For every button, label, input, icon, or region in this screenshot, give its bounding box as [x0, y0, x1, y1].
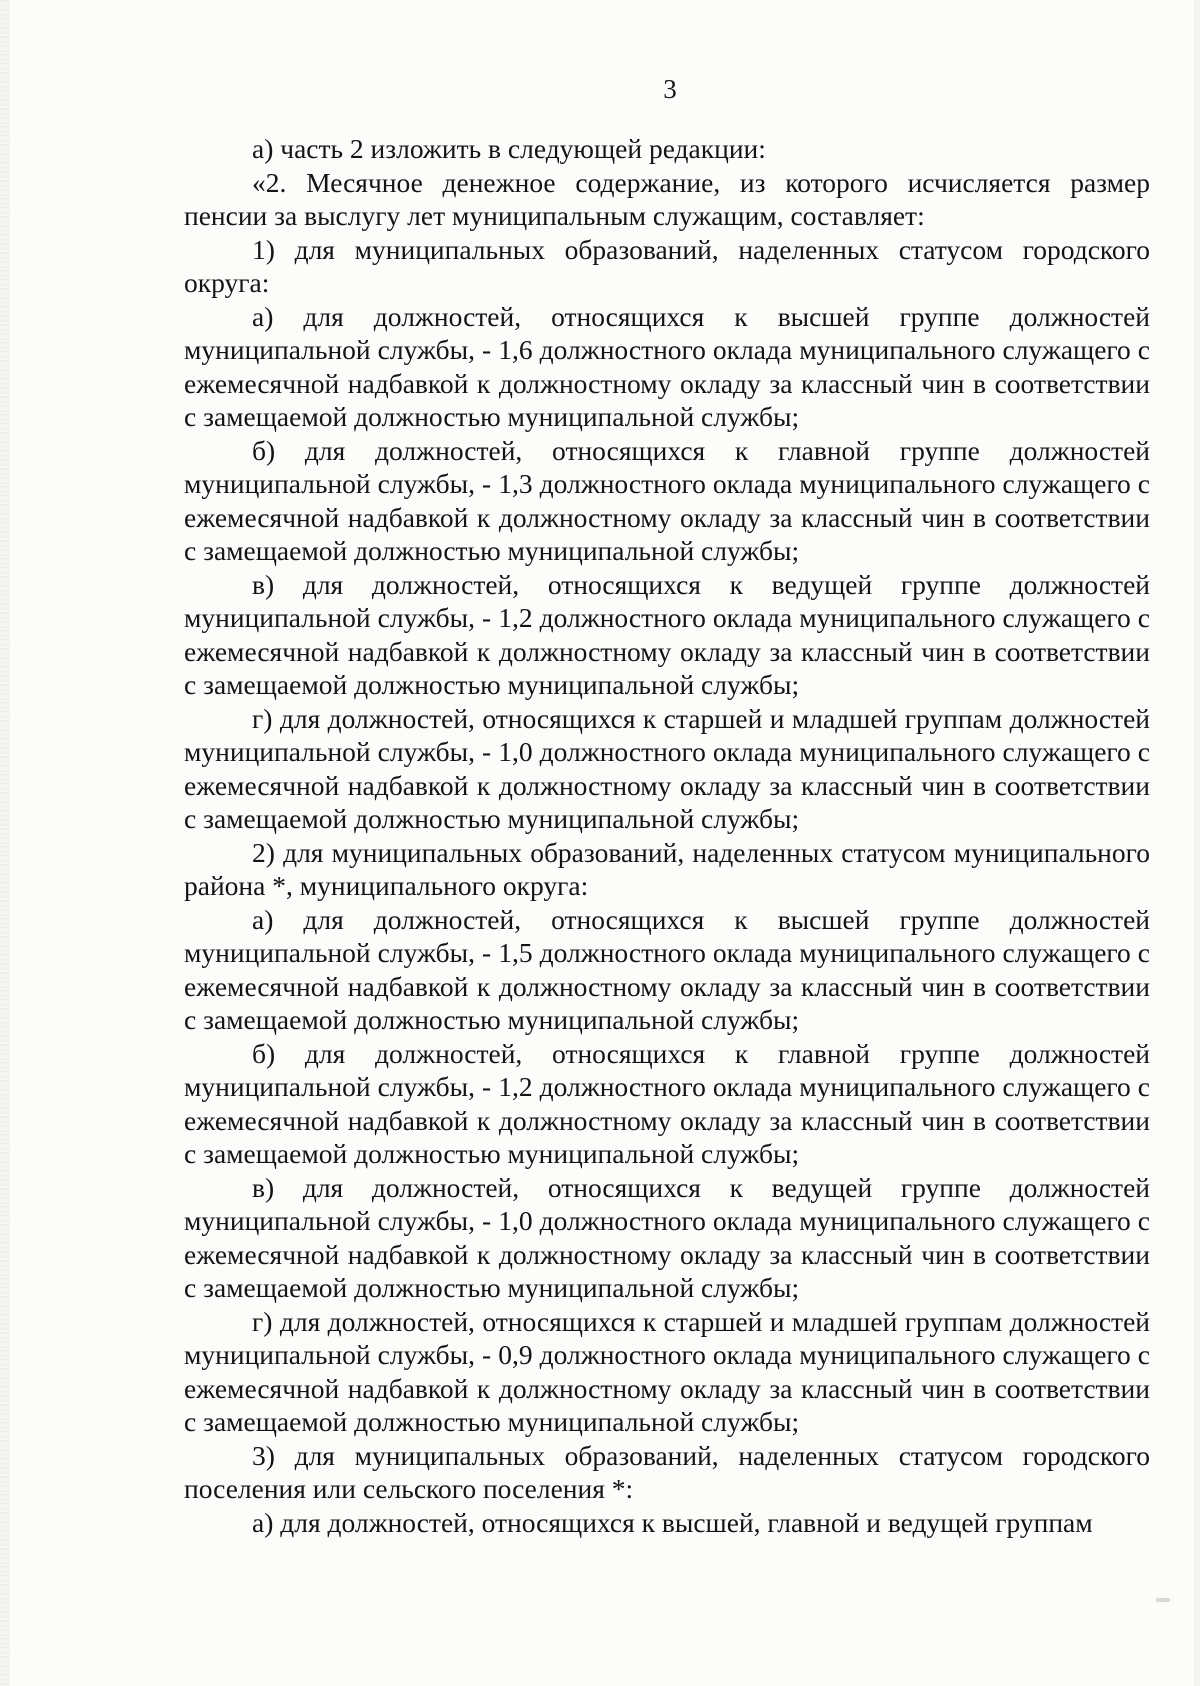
scan-edge-artifact — [0, 0, 10, 1686]
document-body — [184, 132, 1150, 1539]
paragraph-item-2a: а) для должностей, относящихся к высшей группе должностей муниципальной службы, - 1,5 должностного оклада муниципального служащего с ежемесячной надбавкой к должностному окладу за классный чин в соответствии с замещаемой должностью муниципальной службы; — [184, 903, 1150, 1035]
paragraph-item-3: 3) для муниципальных образований, наделенных статусом городского поселения или сельского поселения *: — [184, 1439, 1150, 1504]
paragraph-item-1: 1) для муниципальных образований, наделенных статусом городского округа: — [184, 233, 1150, 298]
scan-edge-artifact-right — [1194, 0, 1200, 1686]
paragraph-item-3a: а) для должностей, относящихся к высшей, главной и ведущей группам — [252, 1506, 1093, 1538]
paragraph-item-1g: г) для должностей, относящихся к старшей и младшей группам должностей муниципальной службы, - 1,0 должностного оклада муниципального служащего с ежемесячной надбавкой к должностному окладу за классный чин в соответствии с замещаемой должностью муниципальной службы; — [184, 702, 1150, 834]
paragraph-item-1b: б) для должностей, относящихся к главной группе должностей муниципальной службы, - 1,3 должностного оклада муниципального служащего с ежемесячной надбавкой к должностному окладу за классный чин в соответствии с замещаемой должностью муниципальной службы; — [184, 434, 1150, 566]
page-number: 3 — [663, 74, 677, 104]
paragraph-item-2v: в) для должностей, относящихся к ведущей группе должностей муниципальной службы, - 1,0 должностного оклада муниципального служащего с ежемесячной надбавкой к должностному окладу за классный чин в соответствии с замещаемой должностью муниципальной службы; — [184, 1171, 1150, 1303]
paragraph-item-1a: а) для должностей, относящихся к высшей группе должностей муниципальной службы, - 1,6 должностного оклада муниципального служащего с ежемесячной надбавкой к должностному окладу за классный чин в соответствии с замещаемой должностью муниципальной службы; — [184, 300, 1150, 432]
paragraph-item-2g: г) для должностей, относящихся к старшей и младшей группам должностей муниципальной службы, - 0,9 должностного оклада муниципального служащего с ежемесячной надбавкой к должностному окладу за классный чин в соответствии с замещаемой должностью муниципальной службы; — [184, 1305, 1150, 1437]
paragraph-item-2: 2) для муниципальных образований, наделенных статусом муниципального района *, муниципального округа: — [184, 836, 1150, 901]
paragraph-intro: а) часть 2 изложить в следующей редакции: — [252, 133, 766, 164]
paragraph-part-2-heading: «2. Месячное денежное содержание, из которого исчисляется размер пенсии за выслугу лет муниципальным служащим, составляет: — [184, 166, 1150, 231]
paragraph-item-1v: в) для должностей, относящихся к ведущей группе должностей муниципальной службы, - 1,2 должностного оклада муниципального служащего с ежемесячной надбавкой к должностному окладу за классный чин в соответствии с замещаемой должностью муниципальной службы; — [184, 568, 1150, 700]
scan-speck — [1156, 1598, 1170, 1602]
paragraph-item-2b: б) для должностей, относящихся к главной группе должностей муниципальной службы, - 1,2 должностного оклада муниципального служащего с ежемесячной надбавкой к должностному окладу за классный чин в соответствии с замещаемой должностью муниципальной службы; — [184, 1037, 1150, 1169]
